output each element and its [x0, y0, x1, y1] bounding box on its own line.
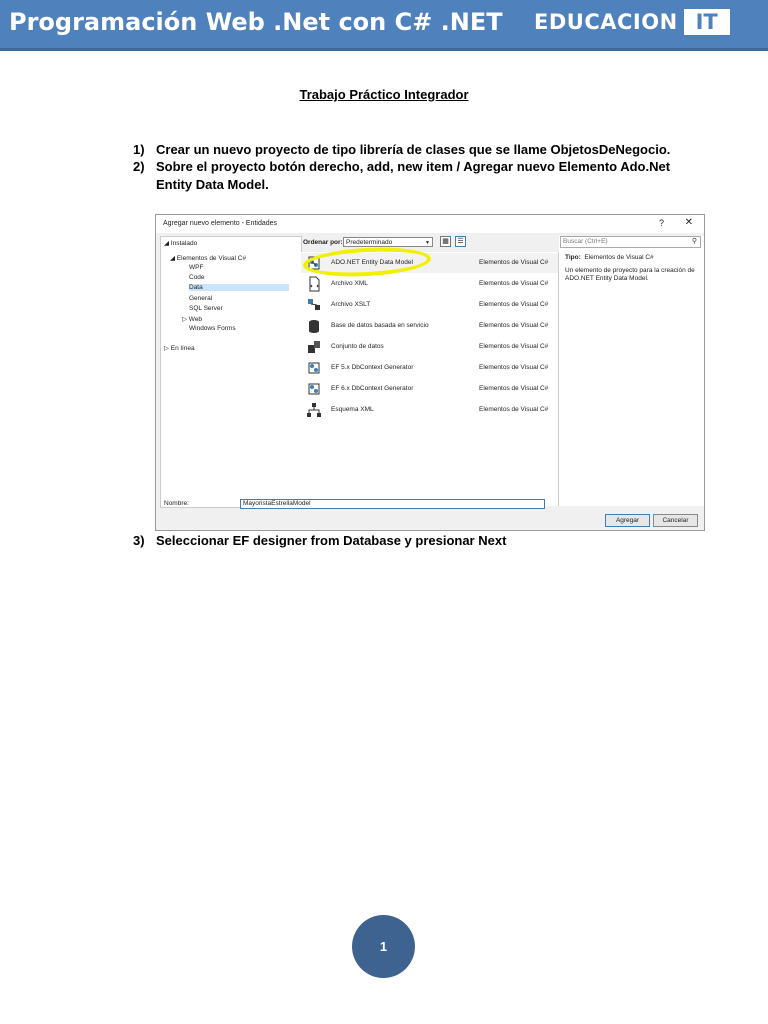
- step-text: Seleccionar EF designer from Database y presionar Next: [156, 533, 507, 548]
- template-name: Conjunto de datos: [331, 343, 384, 350]
- template-name: ADO.NET Entity Data Model: [331, 259, 413, 266]
- template-category: Elementos de Visual C#: [479, 301, 549, 308]
- ef-generator-icon: [306, 381, 322, 397]
- add-new-item-dialog: [155, 214, 705, 531]
- template-category: Elementos de Visual C#: [479, 406, 549, 413]
- close-button[interactable]: ✕: [684, 217, 693, 228]
- search-input[interactable]: [560, 236, 701, 248]
- template-list: [301, 252, 559, 506]
- step-text-continued: Entity Data Model.: [156, 177, 269, 192]
- template-category: Elementos de Visual C#: [479, 259, 549, 266]
- template-category: Elementos de Visual C#: [479, 343, 549, 350]
- template-row[interactable]: [301, 337, 558, 357]
- step-3: [133, 532, 506, 550]
- category-tree: [160, 236, 302, 508]
- template-row[interactable]: [301, 400, 558, 420]
- logo-text: EDUCACION: [534, 10, 678, 34]
- step-text: Crear un nuevo proyecto de tipo librería de clases que se llame ObjetosDeNegocio.: [156, 142, 671, 157]
- tree-item-sql-server[interactable]: SQL Server: [189, 305, 223, 312]
- step-2: [133, 158, 670, 194]
- educacionit-logo: [534, 8, 730, 36]
- sort-label: Ordenar por:: [303, 239, 343, 246]
- tree-item-windows-forms[interactable]: Windows Forms: [189, 325, 236, 332]
- template-category: Elementos de Visual C#: [479, 364, 549, 371]
- template-row[interactable]: [301, 316, 558, 336]
- template-row[interactable]: [301, 358, 558, 378]
- template-name: Archivo XSLT: [331, 301, 371, 308]
- tree-item-general[interactable]: General: [189, 295, 213, 302]
- step-number: 1): [133, 142, 145, 157]
- xml-schema-icon: [306, 402, 322, 418]
- template-name: Base de datos basada en servicio: [331, 322, 429, 329]
- xslt-file-icon: [306, 297, 322, 313]
- sort-toolbar: [301, 236, 558, 250]
- template-category: Elementos de Visual C#: [479, 322, 549, 329]
- template-description: Un elemento de proyecto para la creación de ADO.NET Entity Data Model.: [565, 267, 695, 282]
- course-title: Programación Web .Net con C# .NET: [9, 8, 503, 36]
- tree-item-wpf[interactable]: WPF: [189, 264, 204, 271]
- name-label: Nombre:: [164, 500, 189, 507]
- xml-file-icon: [306, 276, 322, 292]
- tree-visual-c[interactable]: ◢ Elementos de Visual C#: [170, 255, 247, 262]
- search-icon: ⚲: [691, 238, 697, 245]
- template-category: Elementos de Visual C#: [479, 280, 549, 287]
- sort-value: Predeterminado: [346, 239, 393, 246]
- template-name: EF 6.x DbContext Generator: [331, 385, 414, 392]
- dialog-titlebar: [156, 215, 704, 233]
- tree-item-web[interactable]: ▷ Web: [182, 316, 203, 323]
- tree-installed[interactable]: ◢ Instalado: [164, 240, 198, 247]
- list-view-icon[interactable]: ☰: [455, 236, 466, 247]
- tree-item-data[interactable]: Data: [189, 284, 289, 291]
- type-label: Tipo:: [565, 254, 581, 261]
- database-icon: [306, 318, 322, 334]
- type-line: [565, 254, 654, 261]
- template-category: Elementos de Visual C#: [479, 385, 549, 392]
- dataset-icon: [306, 339, 322, 355]
- type-value: Elementos de Visual C#: [584, 254, 654, 261]
- step-text: Sobre el proyecto botón derecho, add, new item / Agregar nuevo Elemento Ado.Net: [156, 159, 671, 174]
- step-number: 3): [133, 533, 145, 548]
- search-placeholder: Buscar (Ctrl+E): [563, 238, 608, 245]
- cancel-button[interactable]: Cancelar: [653, 514, 698, 527]
- chevron-down-icon: ▼: [425, 240, 430, 246]
- tree-online[interactable]: ▷ En línea: [164, 345, 195, 352]
- template-name: EF 5.x DbContext Generator: [331, 364, 414, 371]
- name-row: [156, 497, 704, 511]
- ef-generator-icon: [306, 360, 322, 376]
- dialog-title: Agregar nuevo elemento - Entidades: [163, 220, 278, 227]
- help-button[interactable]: ?: [658, 218, 664, 228]
- step-1: [133, 141, 670, 159]
- header-banner: [0, 0, 768, 51]
- template-name: Esquema XML: [331, 406, 374, 413]
- tree-item-code[interactable]: Code: [189, 274, 205, 281]
- page-number: 1: [352, 915, 415, 978]
- grid-view-icon[interactable]: ▦: [440, 236, 451, 247]
- sort-dropdown[interactable]: [343, 237, 433, 247]
- add-button[interactable]: Agregar: [605, 514, 650, 527]
- details-pane: [559, 236, 704, 506]
- name-field[interactable]: MayoristaEstrellaModel: [240, 499, 545, 509]
- template-name: Archivo XML: [331, 280, 368, 287]
- template-row[interactable]: [301, 295, 558, 315]
- template-row[interactable]: [301, 274, 558, 294]
- logo-box: IT: [684, 9, 730, 35]
- template-row[interactable]: [301, 379, 558, 399]
- document-title: Trabajo Práctico Integrador: [299, 87, 469, 102]
- step-number: 2): [133, 159, 145, 174]
